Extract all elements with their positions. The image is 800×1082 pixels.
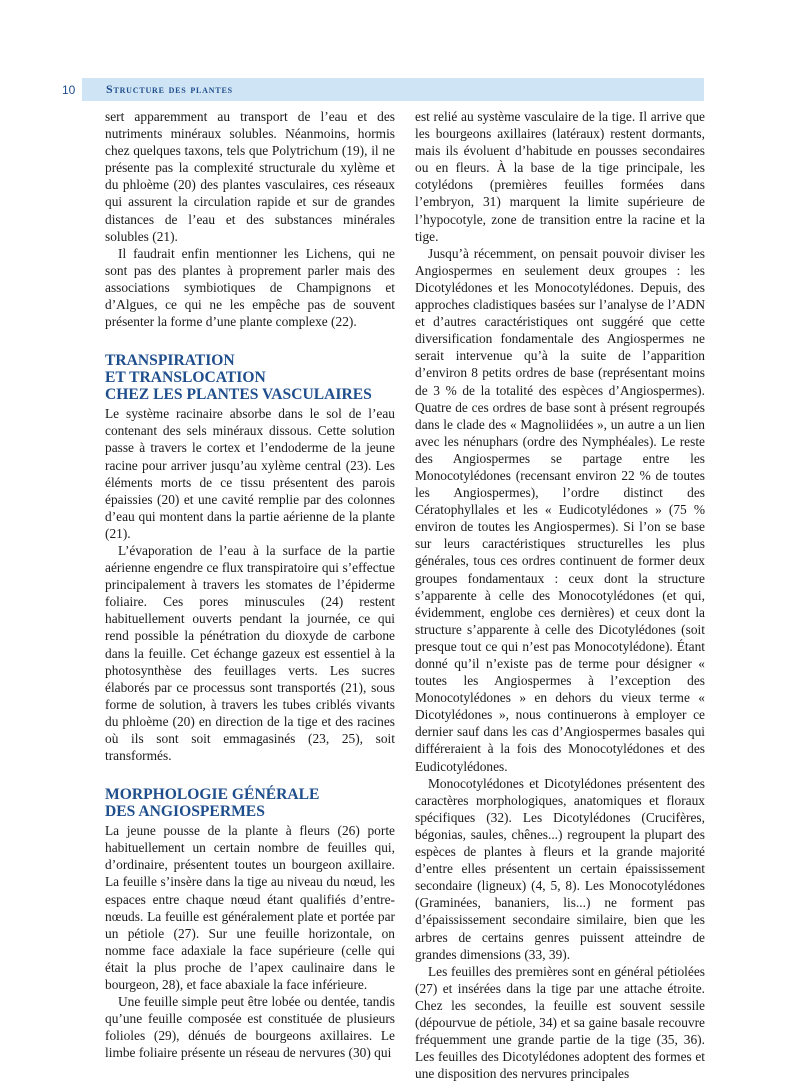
left-paragraph-1: sert apparemment au transport de l’eau et des nutriments minéraux solubles. Néanmoins, hormis chez quelques taxons, tels que Polytrichum (19), il ne présente pas la complexité structurale du xylème et du phloème (20) des plantes vasculaires, ces réseaux qui assurent la circulation rapide et sur de grandes distances de l’eau et des substances minérales solubles (21). <box>105 109 395 244</box>
left-paragraph-4: L’évaporation de l’eau à la surface de la partie aérienne engendre ce flux transpiratoire qui s’effectue principalement à travers les stomates de l’épiderme foliaire. Ces pores minuscules (24) restent habituellement ouverts pendant la journée, ce qui rend possible la pénétration du dioxyde de carbone dans la feuille. Cet échange gazeux est essentiel à la photosynthèse des feuillages verts. Les sucres élaborés par ce processus sont transportés (21), sous forme de solution, à travers les tubes criblés vivants du phloème (20) en direction de la tige et des racines où ils sont soit emmagasinés (23, 25), soit transformés. <box>105 542 395 764</box>
left-column <box>105 108 395 1062</box>
right-paragraph-4: Les feuilles des premières sont en général pétiolées (27) et insérées dans la tige par une attache étroite. Chez les secondes, la feuille est souvent sessile (dépourvue de pétiole, 34) et sa gaine basale recouvre fréquemment une grande partie de la tige (35, 36). Les feuilles des Dicotylédones adoptent des formes et une disposition des nervures principales <box>415 963 705 1082</box>
header-bar <box>82 78 704 101</box>
heading-line: MORPHOLOGIE GÉNÉRALE <box>105 786 320 804</box>
heading-line: ET TRANSLOCATION <box>105 369 266 387</box>
right-paragraph-2: Jusqu’à récemment, on pensait pouvoir diviser les Angiospermes en seulement deux groupes : les Dicotylédones et les Monocotylédones. Depuis, des approches cladistiques basées sur l’analyse de l’ADN et d’autres caractéristiques ont suggéré que cette diversification fondamentale des Angiospermes ne serait intervenue qu’à la suite de l’apparition d’environ 8 petits ordres de base (représentant moins de 3 % de la totalité des espèces d’Angiospermes). Quatre de ces ordres de base sont à présent regroupés dans le clade des « Magnoliidées », un autre a un lien avec les nénuphars (ordre des Nymphéales). Le reste des Angiospermes se partage entre les Monocotylédones (recensant environ 22 % de toutes les Angiospermes), l’ordre distinct des Cératophyllales et les « Eudicotylédones » (75 % environ de toutes les Angiospermes). Si l’on se base sur leurs caractéristiques structurelles les plus générales, tous ces ordres continuent de former deux groupes fondamentaux : ceux dont la structure s’apparente à celle des Monocotylédones (et qui, évidemment, englobe ces dernières) et ceux dont la structure s’apparente à celle des Dicotylédones (soit presque tout ce qui n’est pas Monocotylédone). Étant donné qu’il n’existe pas de terme pour désigner « toutes les Angiospermes à l’exception des Monocotylédones » en dehors du vieux terme « Dicotylédones », nous continuerons à employer ce dernier sauf dans les cas d’Angiospermes basales qui différeraient à la fois des Monocotylédones et des Eudicotylédones. <box>415 245 705 774</box>
running-header <box>44 78 704 101</box>
left-paragraph-3: Le système racinaire absorbe dans le sol de l’eau contenant des sels minéraux dissous. Cette solution passe à travers le cortex et l’endoderme de la jeune racine pour arriver jusqu’au xylème central (23). Les éléments morts de ce tissu présentent des parois épaissies (20) et une cavité remplie par des colonnes d’eau qui montent dans la partie aérienne de la plante (21). <box>105 406 395 541</box>
page-number: 10 <box>44 78 82 101</box>
right-paragraph-1: est relié au système vasculaire de la tige. Il arrive que les bourgeons axillaires (latéraux) restent dormants, mais ils évoluent d’habitude en pousses secondaires ou en fleurs. À la base de la tige principale, les cotylédons (premières feuilles formées dans l’embryon, 31) marquent la limite supérieure de l’hypocotyle, zone de transition entre la racine et la tige. <box>415 109 705 244</box>
heading-line: DES ANGIOSPERMES <box>105 803 265 821</box>
section-heading-transpiration <box>105 352 395 403</box>
right-paragraph-3: Monocotylédones et Dicotylédones présentent des caractères morphologiques, anatomiques et floraux spécifiques (32). Les Dicotylédones (Crucifères, bégonias, saules, chênes...) regroupent la plupart des espèces de plantes à fleurs et la grande majorité d’entre elles présentent un certain épaississement secondaire (ligneux) (4, 5, 8). Les Monocotylédones (Graminées, bananiers, lis...) ne forment pas d’épaississement secondaire similaire, bien que les arbres de certains genres puissent atteindre de grandes dimensions (33, 39). <box>415 775 705 962</box>
heading-line: CHEZ LES PLANTES VASCULAIRES <box>105 386 372 404</box>
left-paragraph-2: Il faudrait enfin mentionner les Lichens, qui ne sont pas des plantes à proprement parler mais des associations symbiotiques de Champignons et d’Algues, ce qui ne les empêche pas de souvent présenter la forme d’une plante complexe (22). <box>105 245 395 330</box>
heading-line: TRANSPIRATION <box>105 352 235 370</box>
right-column <box>415 108 705 1082</box>
left-paragraph-5: La jeune pousse de la plante à fleurs (26) porte habituellement un certain nombre de feuilles qui, d’ordinaire, présentent toutes un bourgeon axillaire. La feuille s’insère dans la tige au niveau du nœud, les espaces entre chaque nœud étant qualifiés d’entre-nœuds. La feuille est généralement plate et portée par un pétiole (27). Sur une feuille horizontale, on nomme face adaxiale la face supérieure (celle qui était la plus proche de l’apex caulinaire dans le bourgeon, 28), et face abaxiale la face inférieure. <box>105 823 395 993</box>
left-paragraph-6: Une feuille simple peut être lobée ou dentée, tandis qu’une feuille composée est constituée de plusieurs folioles (29), dénués de bourgeons axillaires. Le limbe foliaire présente un réseau de nervures (30) qui <box>105 994 395 1061</box>
running-title: Structure des plantes <box>106 82 233 96</box>
section-heading-morphologie <box>105 786 395 820</box>
